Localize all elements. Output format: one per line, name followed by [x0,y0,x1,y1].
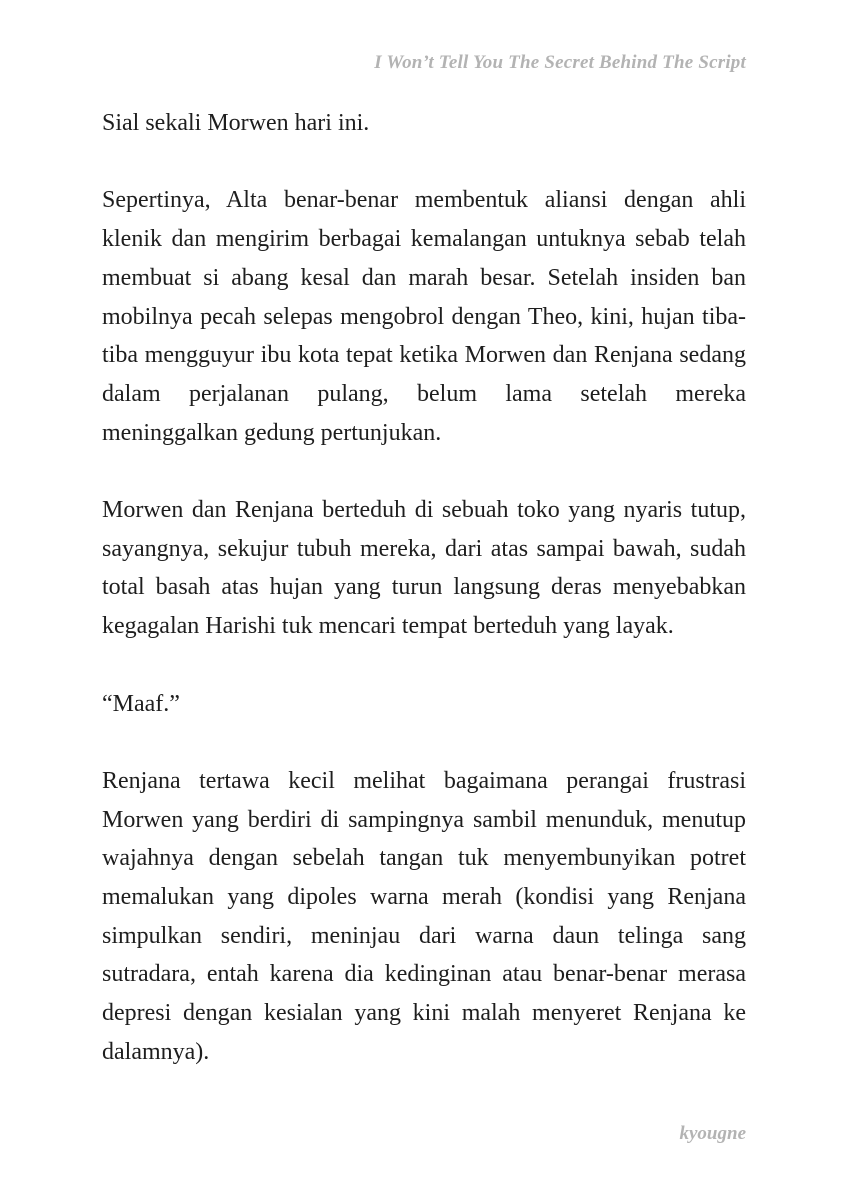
running-footer-author: kyougne [679,1123,746,1144]
paragraph: Sepertinya, Alta benar-benar membentuk aliansi dengan ahli klenik dan mengirim berbagai kemalangan untuknya sebab telah membuat si abang kesal dan marah besar. Setelah insiden ban mobilnya pecah selepas mengobrol dengan Theo, kini, hujan tiba-tiba mengguyur ibu kota tepat ketika Morwen dan Renjana sedang dalam perjalanan pulang, belum lama setelah mereka meninggalkan gedung pertunjukan. [102,187,746,446]
story-body [102,104,746,1110]
paragraph: Sial sekali Morwen hari ini. [102,110,370,136]
paragraph: Morwen dan Renjana berteduh di sebuah toko yang nyaris tutup, sayangnya, sekujur tubuh mereka, dari atas sampai bawah, sudah total basah atas hujan yang turun langsung deras menyebabkan kegagalan Harishi tuk mencari tempat berteduh yang layak. [102,497,746,640]
paragraph: “Maaf.” [102,690,180,717]
paragraph: Renjana tertawa kecil melihat bagaimana perangai frustrasi Morwen yang berdiri di sampingnya sambil menunduk, menutup wajahnya dengan sebelah tangan tuk menyembunyikan potret memalukan yang dipoles warna merah (kondisi yang Renjana simpulkan sendiri, meninjau dari warna daun telinga sang sutradara, entah karena dia kedinginan atau benar-benar merasa depresi dengan kesialan yang kini malah menyeret Renjana ke dalamnya). [102,767,746,1065]
running-header-title: I Won’t Tell You The Secret Behind The Script [374,52,746,73]
